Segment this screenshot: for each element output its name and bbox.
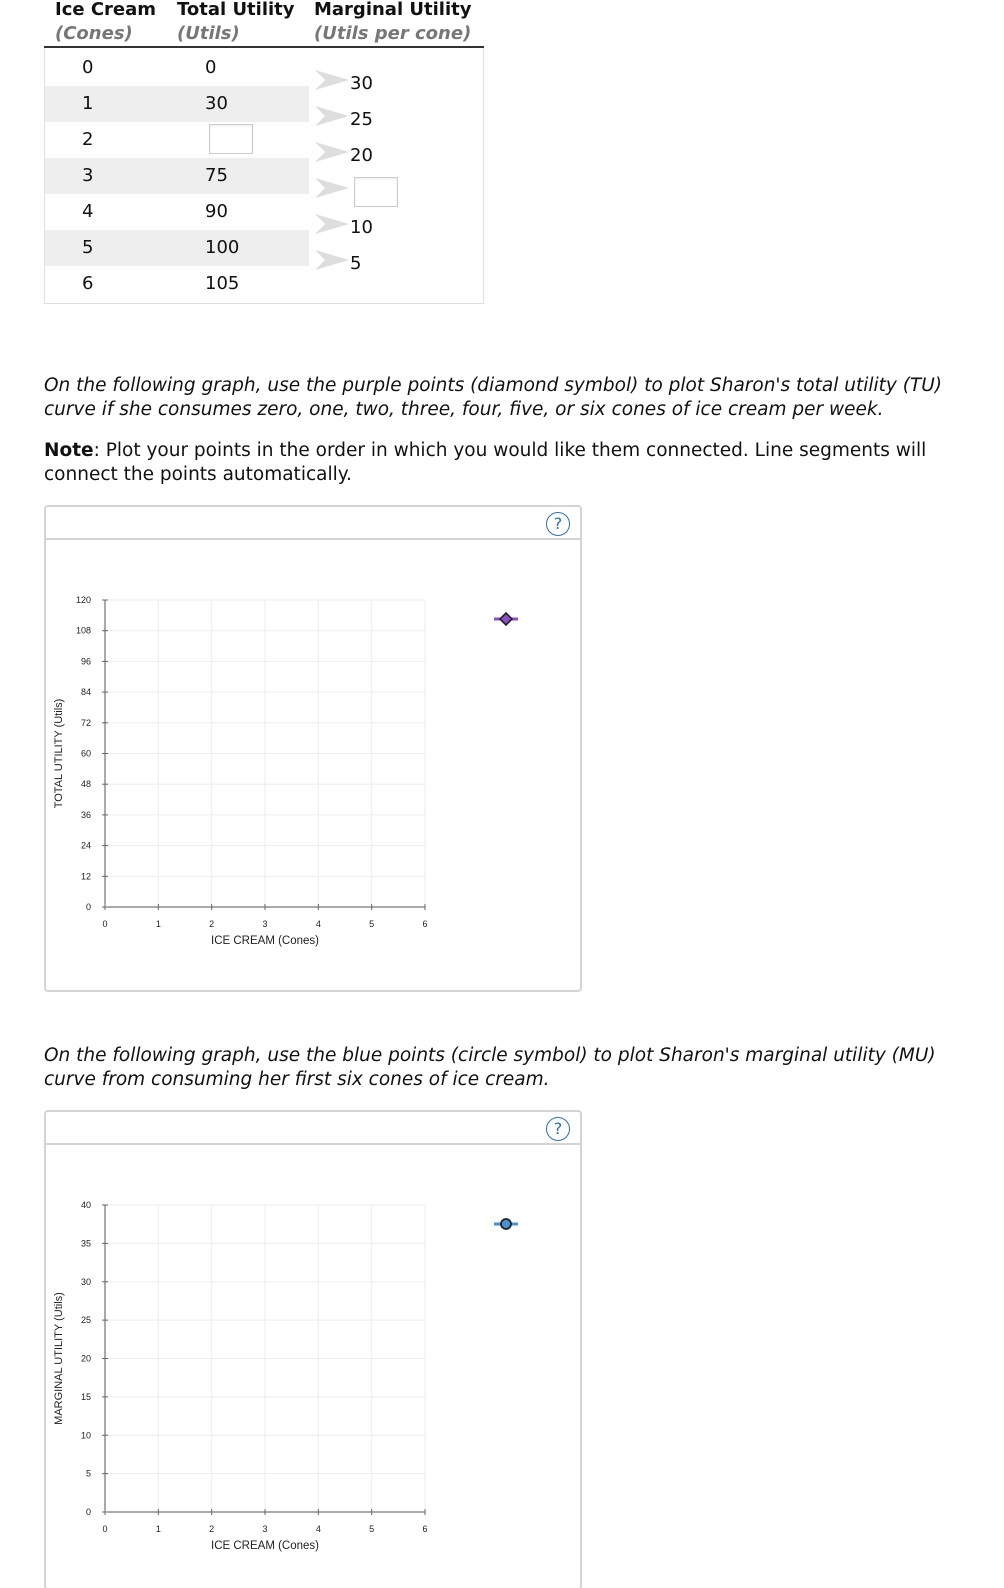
header-total-utility: Total Utility (Utils): [177, 0, 295, 44]
note: [44, 439, 944, 487]
mu-value: 20: [350, 145, 373, 166]
diamond-icon: [500, 613, 512, 625]
x-tick-label: 6: [422, 1524, 428, 1534]
y-tick-label: 30: [80, 1276, 91, 1287]
x-tick-label: 6: [422, 919, 428, 929]
y-axis-label: TOTAL UTILITY (Utils): [53, 698, 65, 809]
x-tick-label: 1: [155, 919, 161, 929]
header-marginal-utility: Marginal Utility (Utils per cone): [314, 0, 472, 44]
x-tick-label: 5: [369, 1524, 375, 1534]
y-tick-label: 120: [75, 595, 91, 605]
x-tick-label: 5: [369, 919, 375, 929]
tu-instruction: On the following graph, use the purple points (diamond symbol) to plot Sharon's total utility (TU) curve if she consumes zero, one, two, three, four, five, or six cones of ice cream per week.: [44, 375, 942, 420]
table-row: 6 105: [82, 273, 240, 294]
y-tick-label: 5: [85, 1468, 91, 1479]
arrow-icon: [315, 212, 351, 236]
mu-value: 30: [350, 73, 373, 94]
note-body: : Plot your points in the order in which you would like them connected. Line segments will connect the points automatically.: [44, 440, 927, 485]
x-axis-label: ICE CREAM (Cones): [211, 1540, 319, 1552]
mu-value: 25: [350, 109, 373, 130]
table-row: 4 90: [82, 201, 228, 222]
arrow-icon: [315, 104, 351, 128]
arrow-icon: [315, 68, 351, 92]
x-tick-label: 2: [209, 919, 215, 929]
table-row: 2: [45, 122, 309, 158]
tu-input-2-cones[interactable]: [209, 124, 253, 154]
table-header: [44, 0, 484, 48]
mu-value: 10: [350, 217, 373, 238]
mu-chart[interactable]: [46, 1112, 584, 1588]
x-tick-label: 4: [315, 919, 321, 929]
help-icon[interactable]: ?: [546, 512, 570, 536]
y-tick-label: 108: [75, 625, 91, 636]
y-tick-label: 48: [80, 779, 91, 790]
y-tick-label: 84: [80, 687, 91, 698]
y-tick-label: 96: [80, 656, 91, 667]
mu-instruction: On the following graph, use the blue points (circle symbol) to plot Sharon's marginal utility (MU) curve from consuming her first six cones of ice cream.: [44, 1045, 936, 1090]
mu-input-4th-cone[interactable]: [354, 177, 398, 207]
y-tick-label: 0: [85, 1507, 91, 1517]
arrow-icon: [315, 176, 351, 200]
y-tick-label: 40: [80, 1200, 91, 1210]
x-tick-label: 4: [315, 1524, 321, 1534]
y-tick-label: 36: [80, 809, 91, 820]
arrow-icon: [315, 140, 351, 164]
mu-graph-panel: [44, 1110, 582, 1588]
y-tick-label: 60: [80, 748, 91, 759]
blue-circle-tool[interactable]: [494, 1219, 518, 1229]
tu-graph-panel: [44, 505, 582, 992]
x-tick-label: 0: [102, 919, 108, 929]
mu-value: 5: [350, 253, 362, 274]
y-tick-label: 12: [80, 871, 91, 882]
x-tick-label: 1: [155, 1524, 161, 1534]
table-row: 3 75: [45, 158, 309, 194]
table-row: 5 100: [45, 230, 309, 266]
header-ice-cream: Ice Cream (Cones): [55, 0, 157, 44]
x-tick-label: 2: [209, 1524, 215, 1534]
y-tick-label: 20: [80, 1353, 91, 1364]
utility-table: [44, 0, 484, 304]
y-tick-label: 25: [80, 1315, 91, 1326]
tu-chart[interactable]: [46, 507, 584, 994]
y-tick-label: 0: [85, 902, 91, 912]
y-axis-label: MARGINAL UTILITY (Utils): [53, 1292, 65, 1425]
help-icon[interactable]: ?: [546, 1117, 570, 1141]
y-tick-label: 35: [80, 1238, 91, 1249]
x-tick-label: 0: [102, 1524, 108, 1534]
circle-icon: [501, 1219, 511, 1229]
y-tick-label: 10: [80, 1430, 91, 1441]
y-tick-label: 72: [80, 717, 91, 728]
table-row: 1 30: [45, 86, 309, 122]
x-tick-label: 3: [262, 919, 268, 929]
purple-diamond-tool[interactable]: [494, 613, 518, 625]
table-row: 0 0: [82, 57, 217, 78]
note-label: Note: [44, 440, 94, 461]
arrow-icon: [315, 248, 351, 272]
x-axis-label: ICE CREAM (Cones): [211, 935, 319, 947]
table-body: [44, 48, 484, 304]
y-tick-label: 24: [80, 840, 91, 851]
x-tick-label: 3: [262, 1524, 268, 1534]
y-tick-label: 15: [80, 1391, 91, 1402]
